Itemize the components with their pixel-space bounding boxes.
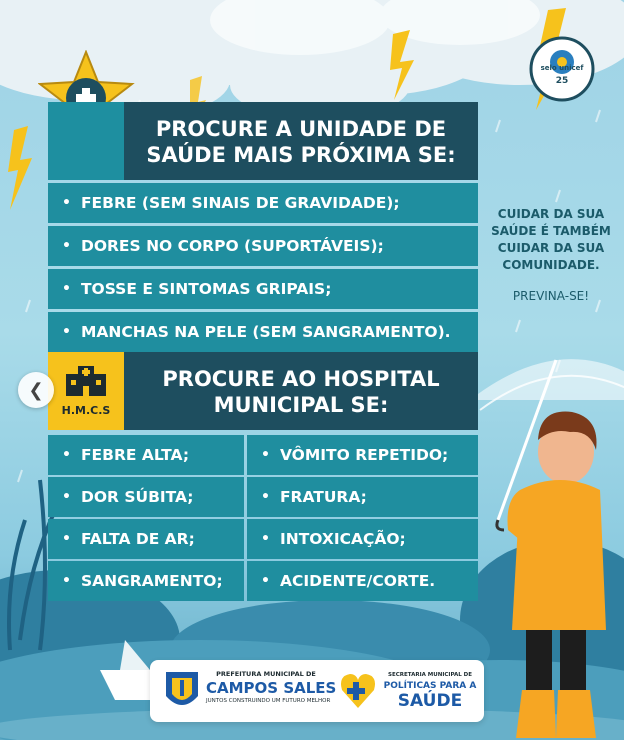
section2-right-item: • ACIDENTE/CORTE. (247, 561, 478, 601)
section1-title-line2: SAÚDE MAIS PRÓXIMA SE: (146, 143, 456, 167)
secretaria-label: SECRETARIA MUNICIPAL DE (388, 672, 472, 678)
unicef-seal-text: selo unicef (540, 64, 584, 72)
hmcs-badge (48, 352, 124, 430)
prefeitura-label: PREFEITURA MUNICIPAL DE (216, 670, 316, 678)
saude-heart-logo-icon (338, 670, 378, 712)
chevron-left-icon: ❮ (28, 379, 44, 401)
side-cta: PREVINA-SE! (512, 289, 590, 303)
section2-left-item: • FEBRE ALTA; (48, 435, 244, 475)
campos-sales-crest-icon (162, 668, 202, 714)
section2-right-item: • FRATURA; (247, 477, 478, 517)
section1-item: • TOSSE E SINTOMAS GRIPAIS; (48, 269, 478, 309)
section2-right-item: • VÔMITO REPETIDO; (247, 435, 478, 475)
carousel-prev-button[interactable] (18, 372, 54, 408)
section2-title-line2: MUNICIPAL SE: (213, 393, 389, 417)
section2-left-item: • DOR SÚBITA; (48, 477, 244, 517)
side-message: CUIDAR DA SUA SAÚDE É TAMBÉM CUIDAR DA SUA COMUNIDADE. (491, 207, 611, 272)
hmcs-badge-label: H.M.C.S (61, 404, 111, 417)
section2-left-item: • FALTA DE AR; (48, 519, 244, 559)
footer-logos (150, 660, 484, 722)
section1-item: • DORES NO CORPO (SUPORTÁVEIS); (48, 226, 478, 266)
section2-left-item: • SANGRAMENTO; (48, 561, 244, 601)
section1-item: • FEBRE (SEM SINAIS DE GRAVIDADE); (48, 183, 478, 223)
city-slogan: JUNTOS CONSTRUINDO UM FUTURO MELHOR (206, 698, 331, 704)
saude-label: SAÚDE (397, 691, 463, 711)
politicas-label: POLÍTICAS PARA A (383, 681, 477, 691)
section1-header (48, 102, 478, 180)
section2-right-item: • INTOXICAÇÃO; (247, 519, 478, 559)
city-name: CAMPOS SALES (206, 679, 337, 697)
section2-header (48, 352, 478, 430)
section1-title-line1: PROCURE A UNIDADE DE (155, 117, 447, 141)
hospital-building-icon (64, 364, 108, 398)
section1-item: • MANCHAS NA PELE (SEM SANGRAMENTO). (48, 312, 478, 352)
unicef-seal-number: 25 (555, 76, 569, 86)
section2-title-line1: PROCURE AO HOSPITAL (162, 367, 440, 391)
